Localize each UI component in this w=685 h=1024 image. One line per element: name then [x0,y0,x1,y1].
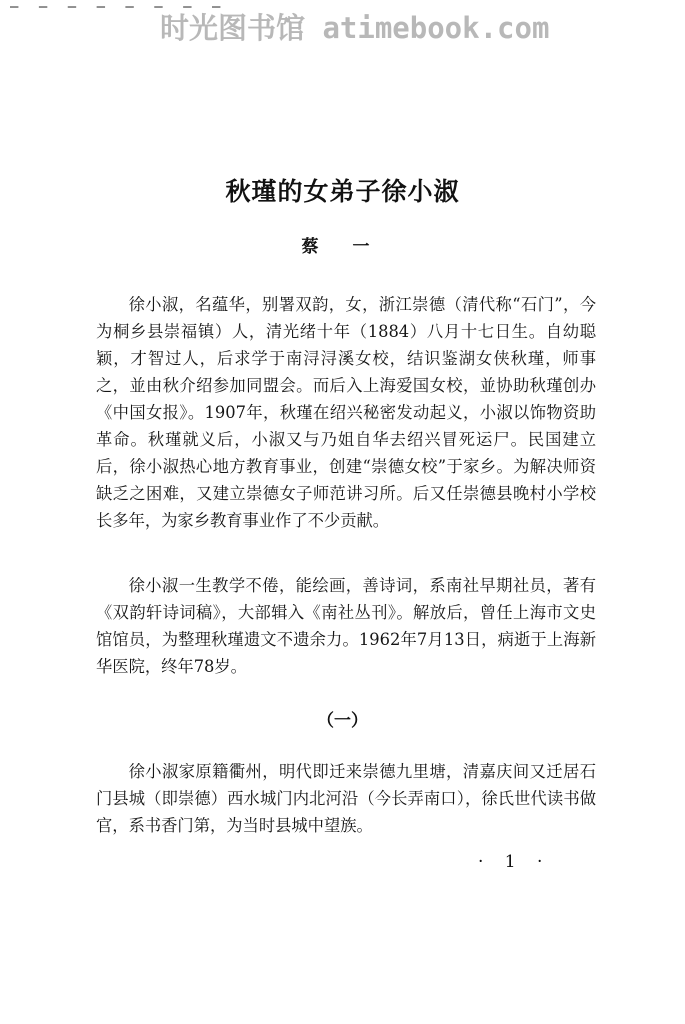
article-title: 秋瑾的女弟子徐小淑 [225,177,460,206]
header-dashes: — — — — — — — — [10,0,227,15]
page-number: · 1 · [478,852,551,872]
section-heading: （一） [317,711,368,731]
intro-paragraph-1: 徐小淑，名蕴华，别署双韵，女，浙江崇德（清代称“石门”，今为桐乡县崇福镇）人，清光绪十年（1884）八月十七日生。自幼聪颖，才智过人，后求学于南浔浔溪女校，结识鉴湖女侠秋瑾，师事之，並由秋介绍参加同盟会。而后入上海爱国女校，並协助秋瑾创办《中国女报》。1907年，秋瑾在绍兴秘密发动起义，小淑以饰物资助革命。秋瑾就义后，小淑又与乃姐自华去绍兴冒死运尸。民国建立后，徐小淑热心地方教育事业，创建“崇德女校”于家乡。为解决师资缺乏之困难，又建立崇德女子师范讲习所。后又任崇德县晚村小学校长多年，为家乡教育事业作了不少贡献。 [96,295,596,530]
intro-paragraph-2: 徐小淑一生教学不倦，能绘画，善诗词，系南社早期社员，著有《双韵轩诗词稿》，大部辑入《南社丛刊》。解放后，曾任上海市文史馆馆员，为整理秋瑾遗文不遗余力。1962年7月13日，病逝于上海新华医院，终年78岁。 [96,576,596,676]
section-paragraph-1: 徐小淑家原籍衢州，明代即迁来崇德九里塘，清嘉庆间又迁居石门县城（即崇德）西水城门内北河沿（今长弄南口），徐氏世代读书做官，系书香门第，为当时县城中望族。 [96,762,596,835]
watermark-text: 时光图书馆 atimebook.com [160,11,550,45]
article-author: 蔡 一 [301,237,384,257]
